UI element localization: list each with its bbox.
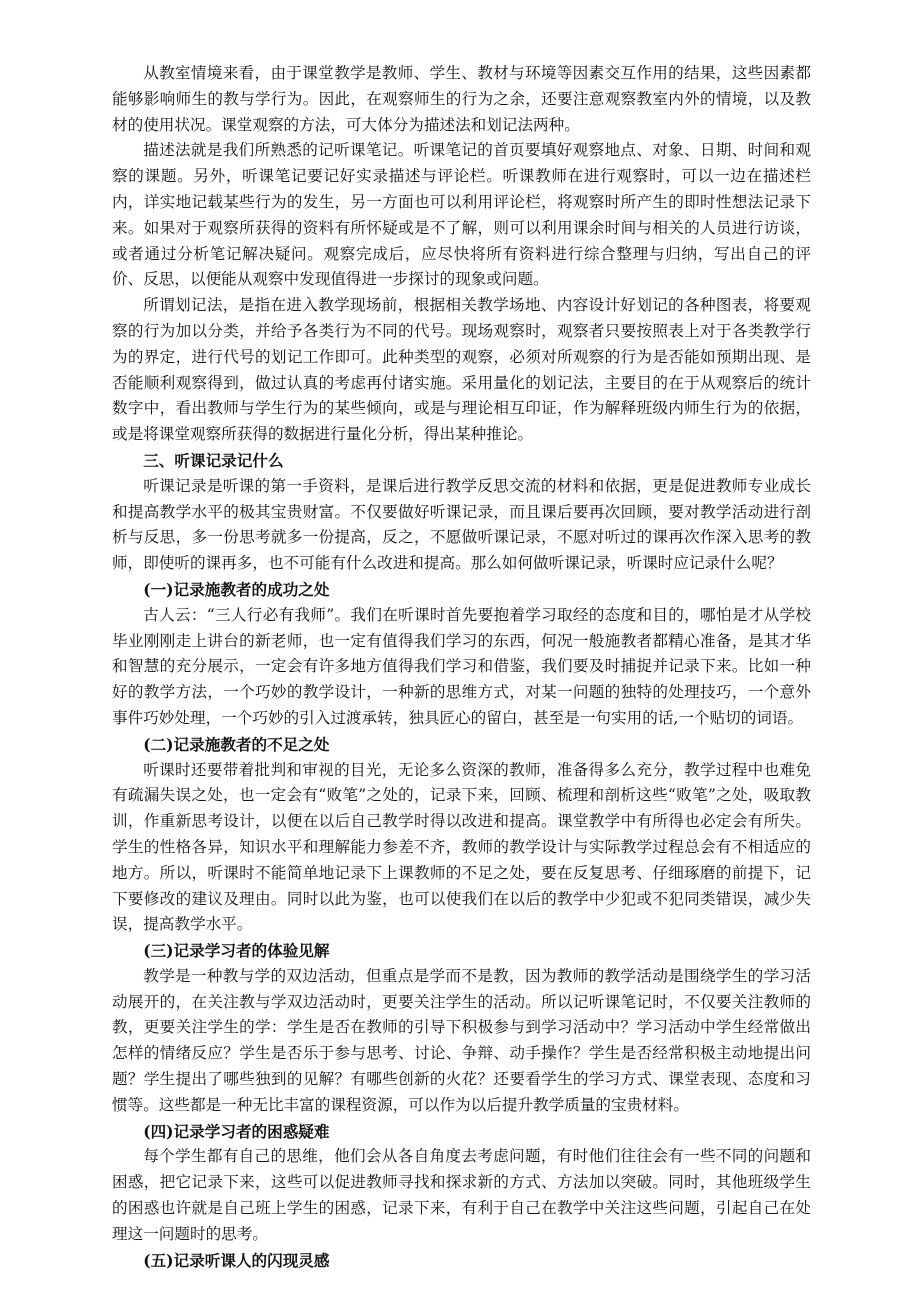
section-heading-3: 三、听课记录记什么: [143, 450, 284, 470]
paragraph-learner-difficulties: 每个学生都有自己的思维，他们会从各自角度去考虑问题，有时他们往往会有一些不同的问题和困惑，把它记录下来，这些可以促进教师寻找和探求新的方式、方法加以突破。同时，其他班级学生的困惑也许就是自己班上学生的困惑，记录下来，有利于自己在教学中关注这些问题，引起自己在处理这一问题时的思考。: [112, 1147, 811, 1243]
subheading-1: (一)记录施教者的成功之处: [143, 579, 330, 599]
paragraph-classroom-context: 从教室情境来看，由于课堂教学是教师、学生、教材与环境等因素交互作用的结果，这些因素都能够影响师生的教与学行为。因此，在观察师生的行为之余，还要注意观察教室内外的情境，以及教材的使用状况。课堂观察的方法，可大体分为描述法和划记法两种。: [112, 64, 811, 134]
paragraph-listening-record: 听课记录是听课的第一手资料，是课后进行教学反思交流的材料和依据，更是促进教师专业成长和提高教学水平的极其宝贵财富。不仅要做好听课记录，而且课后要再次回顾，要对教学活动进行剖析与反思，多一份思考就多一份提高，反之，不愿做听课记录，不愿对听过的课再次作深入思考的教师，即使听的课再多，也不可能有什么改进和提高。那么如何做听课记录，听课时应记录什么呢？: [112, 476, 811, 573]
subheading-3: (三)记录学习者的体验见解: [143, 941, 330, 961]
subheading-2: (二)记录施教者的不足之处: [143, 734, 330, 754]
paragraph-shortcomings: 听课时还要带着批判和审视的目光，无论多么资深的教师，准备得多么充分，教学过程中也难免有疏漏失误之处，也一定会有“败笔”之处的，记录下来，回顾、梳理和剖析这些“败笔”之处，吸取教训，作重新思考设计，以便在以后自己教学时得以改进和提高。课堂教学中有所得也必定会有所失。学生的性格各异，知识水平和理解能力参差不齐，教师的教学设计与实际教学过程总会有不相适应的地方。所以，听课时不能简单地记录下上课教师的不足之处，要在反复思考、仔细琢磨的前提下，记下要修改的建议及理由。同时以此为鉴，也可以使我们在以后的教学中少犯或不犯同类错误，减少失误，提高教学水平。: [112, 760, 811, 934]
subheading-5: (五)记录听课人的闪现灵感: [143, 1250, 330, 1270]
paragraph-learner-insights: 教学是一种教与学的双边活动，但重点是学而不是教，因为教师的教学活动是围绕学生的学习活动展开的，在关注教与学双边活动时，更要关注学生的活动。所以记听课笔记时，不仅要关注教师的教，更要关注学生的学：学生是否在教师的引导下积极参与到学习活动中？学习活动中学生经常做出怎样的情绪反应？学生是否乐于参与思考、讨论、争辩、动手操作？学生是否经常积极主动地提出问题？学生提出了哪些独到的见解？有哪些创新的火花？还要看学生的学习方式、课堂表现、态度和习惯等。这些都是一种无比丰富的课程资源，可以作为以后提升教学质量的宝贵材料。: [112, 966, 811, 1114]
subheading-4: (四)记录学习者的困惑疑难: [143, 1121, 330, 1141]
paragraph-description-method: 描述法就是我们所熟悉的记听课笔记。听课笔记的首页要填好观察地点、对象、日期、时间和观察的课题。另外，听课笔记要记好实录描述与评论栏。听课教师在进行观察时，可以一边在描述栏内，详实地记载某些行为的发生，另一方面也可以利用评论栏，将观察时所产生的即时性想法记录下来。如果对于观察所获得的资料有所怀疑或是不了解，则可以利用课余时间与相关的人员进行访谈，或者通过分析笔记解决疑问。观察完成后，应尽快将所有资料进行综合整理与归纳，写出自己的评价、反思，以便能从观察中发现值得进一步探讨的现象或问题。: [112, 141, 811, 289]
paragraph-tally-method: 所谓划记法，是指在进入教学现场前，根据相关教学场地、内容设计好划记的各种图表，将要观察的行为加以分类，并给予各类行为不同的代号。现场观察时，观察者只要按照表上对于各类教学行为的界定，进行代号的划记工作即可。此种类型的观察，必须对所观察的行为是否能如预期出现、是否能顺利观察得到，做过认真的考虑再付诸实施。采用量化的划记法，主要目的在于从观察后的统计数字中，看出教师与学生行为的某些倾向，或是与理论相互印证，作为解释班级内师生行为的依据，或是将课堂观察所获得的数据进行量化分析，得出某种推论。: [112, 296, 811, 444]
paragraph-success-points: 古人云：“三人行必有我师”。我们在听课时首先要抱着学习取经的态度和目的，哪怕是才从学校毕业刚刚走上讲台的新老师，也一定有值得我们学习的东西，何况一般施教者都精心准备，是其才华和智慧的充分展示，一定会有许多地方值得我们学习和借鉴，我们要及时捕捉并记录下来。比如一种好的教学方法，一个巧妙的教学设计，一种新的思维方式，对某一问题的独特的处理技巧，一个意外事件巧妙处理，一个巧妙的引入过渡承转，独具匠心的留白，甚至是一句实用的话,一个贴切的词语。: [112, 605, 811, 727]
